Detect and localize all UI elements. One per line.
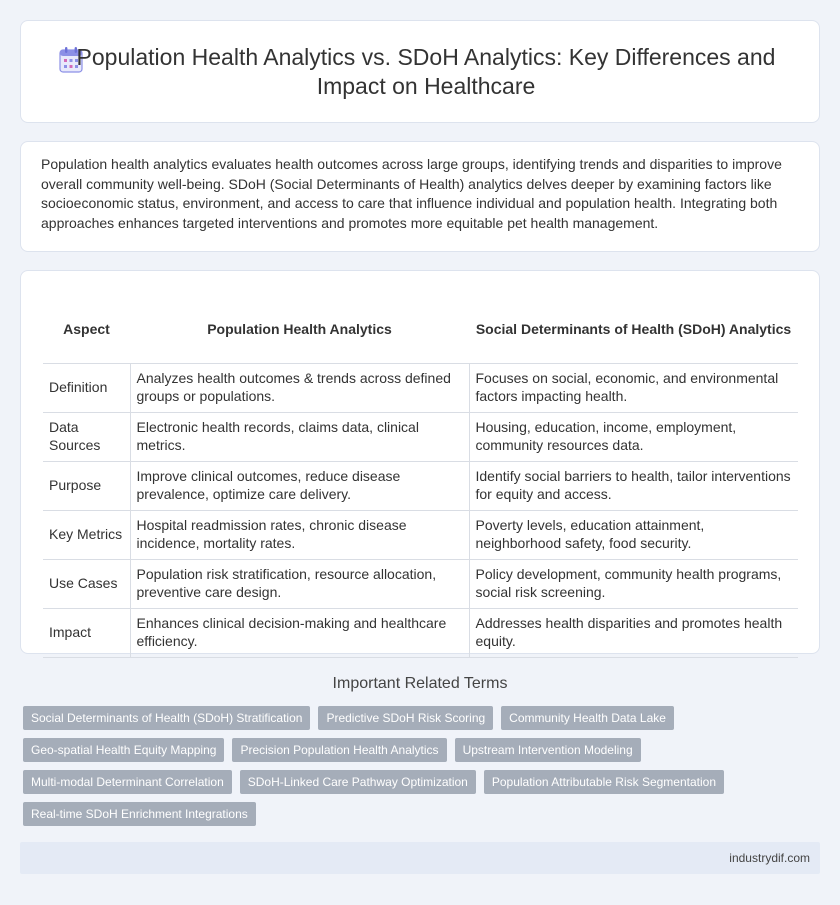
row-aspect: Impact	[43, 608, 130, 657]
intro-paragraph: Population health analytics evaluates health outcomes across large groups, identifying trends and disparities to improve overall community well-being. SDoH (Social Determinants of Health) analytics delves deeper by examining factors like socioeconomic status, environment, and access to care that influence individual and population health. Integrating both approaches enhances targeted interventions and promotes more equitable pet health management.	[41, 156, 782, 231]
row-sdoh: Identify social barriers to health, tailor interventions for equity and access.	[469, 461, 798, 510]
row-sdoh: Poverty levels, education attainment, neighborhood safety, food security.	[469, 510, 798, 559]
related-term-tag[interactable]: Precision Population Health Analytics	[232, 738, 446, 762]
header-population-health: Population Health Analytics	[130, 297, 469, 363]
related-term-tag[interactable]: Multi-modal Determinant Correlation	[23, 770, 232, 794]
row-aspect: Purpose	[43, 461, 130, 510]
row-population-health: Hospital readmission rates, chronic disease incidence, mortality rates.	[130, 510, 469, 559]
related-terms-list	[23, 706, 823, 826]
row-aspect: Definition	[43, 363, 130, 412]
header-sdoh: Social Determinants of Health (SDoH) Analytics	[469, 297, 798, 363]
table-row	[43, 608, 798, 657]
row-population-health: Improve clinical outcomes, reduce disease prevalence, optimize care delivery.	[130, 461, 469, 510]
header-aspect: Aspect	[43, 297, 130, 363]
row-sdoh: Housing, education, income, employment, community resources data.	[469, 412, 798, 461]
table-row	[43, 510, 798, 559]
related-term-tag[interactable]: Real-time SDoH Enrichment Integrations	[23, 802, 256, 826]
row-sdoh: Policy development, community health programs, social risk screening.	[469, 559, 798, 608]
row-aspect: Data Sources	[43, 412, 130, 461]
row-population-health: Analyzes health outcomes & trends across defined groups or populations.	[130, 363, 469, 412]
table-row	[43, 461, 798, 510]
row-population-health: Enhances clinical decision-making and healthcare efficiency.	[130, 608, 469, 657]
related-term-tag[interactable]: Geo-spatial Health Equity Mapping	[23, 738, 224, 762]
row-population-health: Electronic health records, claims data, clinical metrics.	[130, 412, 469, 461]
row-population-health: Population risk stratification, resource allocation, preventive care design.	[130, 559, 469, 608]
row-sdoh: Focuses on social, economic, and environmental factors impacting health.	[469, 363, 798, 412]
related-terms-heading: Important Related Terms	[332, 675, 508, 692]
related-term-tag[interactable]: Population Attributable Risk Segmentation	[484, 770, 724, 794]
footer-site-link[interactable]: industrydif.com	[729, 851, 810, 865]
related-term-tag[interactable]: Predictive SDoH Risk Scoring	[318, 706, 493, 730]
related-term-tag[interactable]: Upstream Intervention Modeling	[455, 738, 641, 762]
page-title: Population Health Analytics vs. SDoH Analytics: Key Differences and Impact on Healthcare	[76, 43, 776, 99]
related-term-tag[interactable]: Community Health Data Lake	[501, 706, 674, 730]
comparison-table	[43, 297, 798, 658]
row-aspect: Use Cases	[43, 559, 130, 608]
comparison-card	[20, 270, 820, 654]
row-sdoh: Addresses health disparities and promotes health equity.	[469, 608, 798, 657]
related-term-tag[interactable]: SDoH-Linked Care Pathway Optimization	[240, 770, 476, 794]
title-card	[20, 20, 820, 123]
table-header-row	[43, 297, 798, 363]
table-row	[43, 412, 798, 461]
table-row	[43, 363, 798, 412]
row-aspect: Key Metrics	[43, 510, 130, 559]
intro-card	[20, 141, 820, 252]
footer-bar	[20, 842, 820, 874]
related-term-tag[interactable]: Social Determinants of Health (SDoH) Stratification	[23, 706, 310, 730]
table-row	[43, 559, 798, 608]
